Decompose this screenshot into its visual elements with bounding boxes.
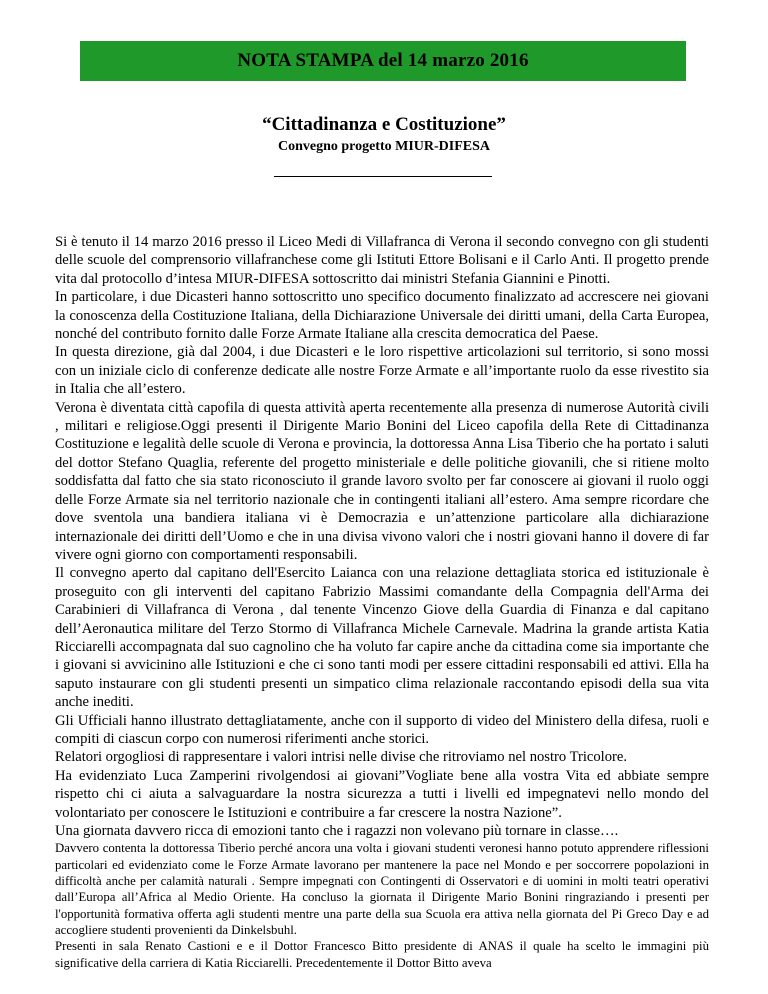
- paragraph: Ha evidenziato Luca Zamperini rivolgendosi ai giovani”Vogliate bene alla vostra Vita ed abbiate sempre rispetto chi ci aiuta a salvaguardare la nostra sicurezza a tutti i livelli ed impegnatevi nello mondo del volontariato per conoscere le Istituzioni e contribuire a far crescere la nostra Nazione”.: [55, 767, 709, 821]
- paragraph: Una giornata davvero ricca di emozioni tanto che i ragazzi non volevano più tornare in classe….: [55, 823, 619, 839]
- press-note-banner: [80, 41, 686, 81]
- article-body: [55, 233, 709, 971]
- paragraph: Si è tenuto il 14 marzo 2016 presso il Liceo Medi di Villafranca di Verona il secondo convegno con gli studenti delle scuole del comprensorio villafranchese come gli Istituti Ettore Bolisani e il Carlo Anti. Il progetto prende vita dal protocollo d’intesa MIUR-DIFESA sottoscritto dai ministri Stefania Giannini e Pinotti.: [55, 234, 709, 287]
- paragraph: Relatori orgogliosi di rappresentare i valori intrisi nelle divise che ritroviamo nel nostro Tricolore.: [55, 749, 628, 766]
- paragraph: In particolare, i due Dicasteri hanno sottoscritto uno specifico documento finalizzato ad accrescere nei giovani la conoscenza della Costituzione Italiana, della Dichiarazione Universale dei diritti umani, della Carta Europea, nonché del contributo fornito dalle Forze Armate Italiane alla crescita democratica del Paese.: [55, 289, 709, 343]
- title-divider: [274, 176, 492, 177]
- paragraph: Verona è diventata città capofila di questa attività aperta recentemente alla presenza di numerose Autorità civili , militari e religiose.Oggi presenti il Dirigente Mario Bonini del Liceo capofila della Rete di Cittadinanza Costituzione e legalità delle scuole di Verona e provincia, la dottoressa Anna Lisa Tiberio che ha portato i saluti del dottor Stefano Quaglia, referente del progetto ministeriale e delle politiche giovanili, che si ritiene molto soddisfatta dal fatto che sia stato riconosciuto il grande lavoro svolto per far conoscere ai giovani il ruolo oggi delle Forze Armate sia nel territorio nazionale che in contingenti italiani all’estero. Ama sempre ricordare che dove sventola una bandiera italiana vi è Democrazia e un’attenzione particolare alla dichiarazione internazionale dei diritti dell’Uomo e che in una divisa vivono valori che i nostri giovani hanno il dovere di far vivere ogni giorno con comportamenti responsabili.: [55, 399, 709, 563]
- paragraph-small: Presenti in sala Renato Castioni e e il Dottor Francesco Bitto presidente di ANAS il quale ha scelto le immagini più significative della carriera di Katia Ricciarelli. Precedentemente il Dottor Bitto aveva: [55, 939, 709, 970]
- paragraph: In questa direzione, già dal 2004, i due Dicasteri e le loro rispettive articolazioni sul territorio, si sono mossi con un iniziale ciclo di conferenze dedicate alle nostre Forze Armate e all’importante ruolo da esse rivestito sia in Italia che all’estero.: [55, 344, 709, 398]
- paragraph-small: Davvero contenta la dottoressa Tiberio perché ancora una volta i giovani studenti veronesi hanno potuto apprendere riflessioni particolari ed evidenziato come le Forze Armate lavorano per mantenere la pace nel Mondo e per soccorrere popolazioni in difficoltà anche per calamità naturali . Sempre impegnati con Contingenti di Osservatori e di uomini in molti teatri operativi dall’Europa all’Africa al Medio Oriente. Ha concluso la giornata il Dirigente Mario Bonini ringraziando i presenti per l'opportunità formativa offerta agli studenti mentre una parte della sua Scuola era attiva nella giornata del Pi Greco Day e ad accogliere studenti provenienti da Dinkelsbuhl.: [55, 841, 709, 938]
- paragraph: Gli Ufficiali hanno illustrato dettagliatamente, anche con il supporto di video del Ministero della difesa, ruoli e compiti di ciascun corpo con numerosi riferimenti anche storici.: [55, 712, 709, 747]
- document-title: “Cittadinanza e Costituzione”: [262, 114, 506, 135]
- banner-text: NOTA STAMPA del 14 marzo 2016: [237, 50, 529, 71]
- document-subtitle: Convegno progetto MIUR-DIFESA: [277, 139, 491, 154]
- paragraph: Il convegno aperto dal capitano dell'Esercito Laianca con una relazione dettagliata storica ed istituzionale è proseguito con gli interventi del capitano Fabrizio Massimi comandante della Compagnia dell'Arma dei Carabinieri di Villafranca di Verona , dal tenente Vincenzo Giove della Guardia di Finanza e dal capitano dell’Aeronautica militare del Terzo Stormo di Villafranca Michele Carnevale. Madrina la grande artista Katia Ricciarelli accompagnata dal suo cagnolino che ha voluto far capire anche da cittadina come sia importante che i giovani si avvicinino alle Istituzioni e che ci sono tanti modi per essere cittadini responsabili ed attivi. Ella ha saputo instaurare con gli studenti presenti un simpatico clima relazionale raccontando episodi della sua vita anche inediti.: [55, 565, 709, 711]
